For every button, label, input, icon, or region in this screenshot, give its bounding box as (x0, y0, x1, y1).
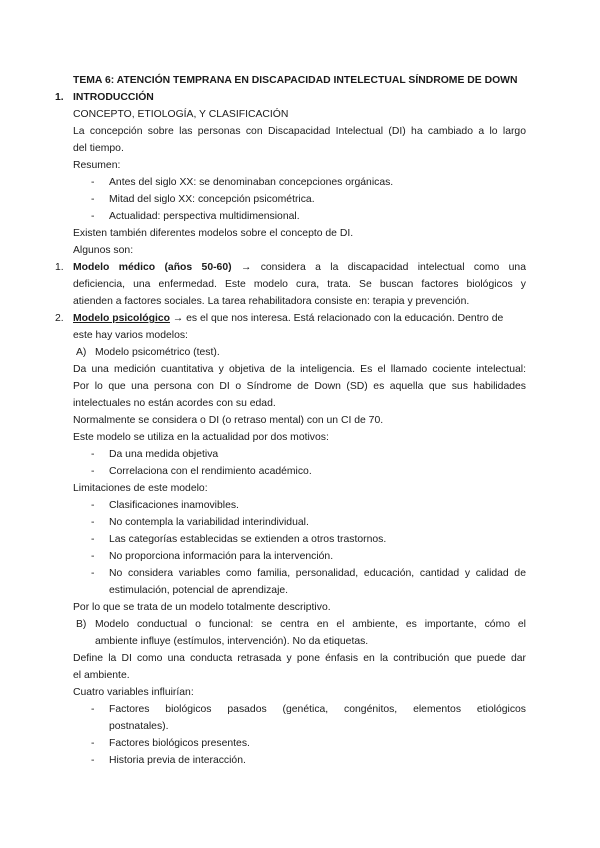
model-number: 2. (55, 313, 64, 324)
resumen-label: Resumen: (73, 160, 121, 171)
model1-line-1 (73, 261, 526, 274)
intro-line-2: del tiempo. (73, 143, 124, 154)
model1-line-3: atienden a factores sociales. La tarea rehabilitadora consiste en: terapia y prevención. (73, 296, 470, 307)
section-number: 1. (55, 92, 64, 103)
variable-item: Factores biológicos presentes. (109, 738, 250, 749)
document-title: TEMA 6: ATENCIÓN TEMPRANA EN DISCAPACIDAD INTELECTUAL SÍNDROME DE DOWN (73, 75, 518, 86)
motivo-item: Da una medida objetiva (109, 449, 219, 460)
sub-a-p1-line-3: intelectuales no están acordes con su edad. (73, 398, 276, 409)
sub-a-p3: Este modelo se utiliza en la actualidad por dos motivos: (73, 432, 329, 443)
model2-line-1 (73, 312, 503, 325)
sub-a-p1-line-1: Da una medición cuantitativa y objetiva de la inteligencia. Es el llamado cociente intelectual: (73, 364, 526, 375)
sub-a-title: Modelo psicométrico (test). (95, 347, 220, 358)
model-number: 1. (55, 262, 64, 273)
motivo-item: Correlaciona con el rendimiento académico. (109, 466, 312, 477)
bullet-dash: - (91, 177, 95, 188)
resumen-item: Antes del siglo XX: se denominaban concepciones orgánicas. (109, 177, 394, 188)
bullet-dash: - (91, 211, 95, 222)
sub-a-p2: Normalmente se considera o DI (o retraso mental) con un CI de 70. (73, 415, 384, 426)
bullet-dash: - (91, 551, 95, 562)
sub-b-line-1: Modelo conductual o funcional: se centra en el ambiente, es importante, cómo el (95, 619, 526, 630)
resumen-item: Mitad del siglo XX: concepción psicométrica. (109, 194, 315, 205)
sub-b-p1-line-2: el ambiente. (73, 670, 130, 681)
section-heading: INTRODUCCIÓN (73, 92, 154, 103)
algunos-label: Algunos son: (73, 245, 134, 256)
model1-line-2: deficiencia, una enfermedad. Este modelo cura, trata. Se buscan factores biológicos y (73, 279, 526, 290)
model2-line-2: este hay varios modelos: (73, 330, 188, 341)
limitation-item: No considera variables como familia, personalidad, educación, cantidad y calidad de (109, 568, 526, 579)
limitation-item: Las categorías establecidas se extienden a otros trastornos. (109, 534, 387, 545)
sub-a-p1-line-2: Por lo que una persona con DI o Síndrome de Down (SD) es aquella que sus habilidades (73, 381, 526, 392)
resumen-item: Actualidad: perspectiva multidimensional. (109, 211, 300, 222)
model2-title: Modelo psicológico (73, 313, 170, 324)
sub-b-p1-line-1: Define la DI como una conducta retrasada y pone énfasis en la contribución que puede dar (73, 653, 526, 664)
bullet-dash: - (91, 755, 95, 766)
section-subheading: CONCEPTO, ETIOLOGÍA, Y CLASIFICACIÓN (73, 109, 289, 120)
variable-item-continued: postnatales). (109, 721, 169, 732)
sub-b-line-2: ambiente influye (estímulos, intervención). No da etiquetas. (95, 636, 369, 647)
limitaciones-label: Limitaciones de este modelo: (73, 483, 208, 494)
bullet-dash: - (91, 449, 95, 460)
sub-label: A) (76, 347, 87, 358)
bullet-dash: - (91, 704, 95, 715)
limitation-item: No contempla la variabilidad interindividual. (109, 517, 309, 528)
model1-text: → considera a la discapacidad intelectual como una (240, 262, 526, 273)
bullet-dash: - (91, 500, 95, 511)
models-intro: Existen también diferentes modelos sobre el concepto de DI. (73, 228, 354, 239)
bullet-dash: - (91, 568, 95, 579)
bullet-dash: - (91, 517, 95, 528)
cuatro-variables-label: Cuatro variables influirían: (73, 687, 194, 698)
intro-line-1: La concepción sobre las personas con Discapacidad Intelectual (DI) ha cambiado a lo largo (73, 126, 526, 137)
bullet-dash: - (91, 534, 95, 545)
bullet-dash: - (91, 738, 95, 749)
limitation-item: Clasificaciones inamovibles. (109, 500, 239, 511)
variable-item: Factores biológicos pasados (genética, congénitos, elementos etiológicos (109, 704, 526, 715)
limitation-item-continued: estimulación, potencial de aprendizaje. (109, 585, 289, 596)
model1-title: Modelo médico (años 50-60) (73, 262, 232, 273)
limitation-item: No proporciona información para la intervención. (109, 551, 334, 562)
sub-a-conclusion: Por lo que se trata de un modelo totalmente descriptivo. (73, 602, 331, 613)
sub-label: B) (76, 619, 87, 630)
variable-item: Historia previa de interacción. (109, 755, 246, 766)
model2-text: → es el que nos interesa. Está relacionado con la educación. Dentro de (172, 313, 504, 324)
bullet-dash: - (91, 194, 95, 205)
bullet-dash: - (91, 466, 95, 477)
